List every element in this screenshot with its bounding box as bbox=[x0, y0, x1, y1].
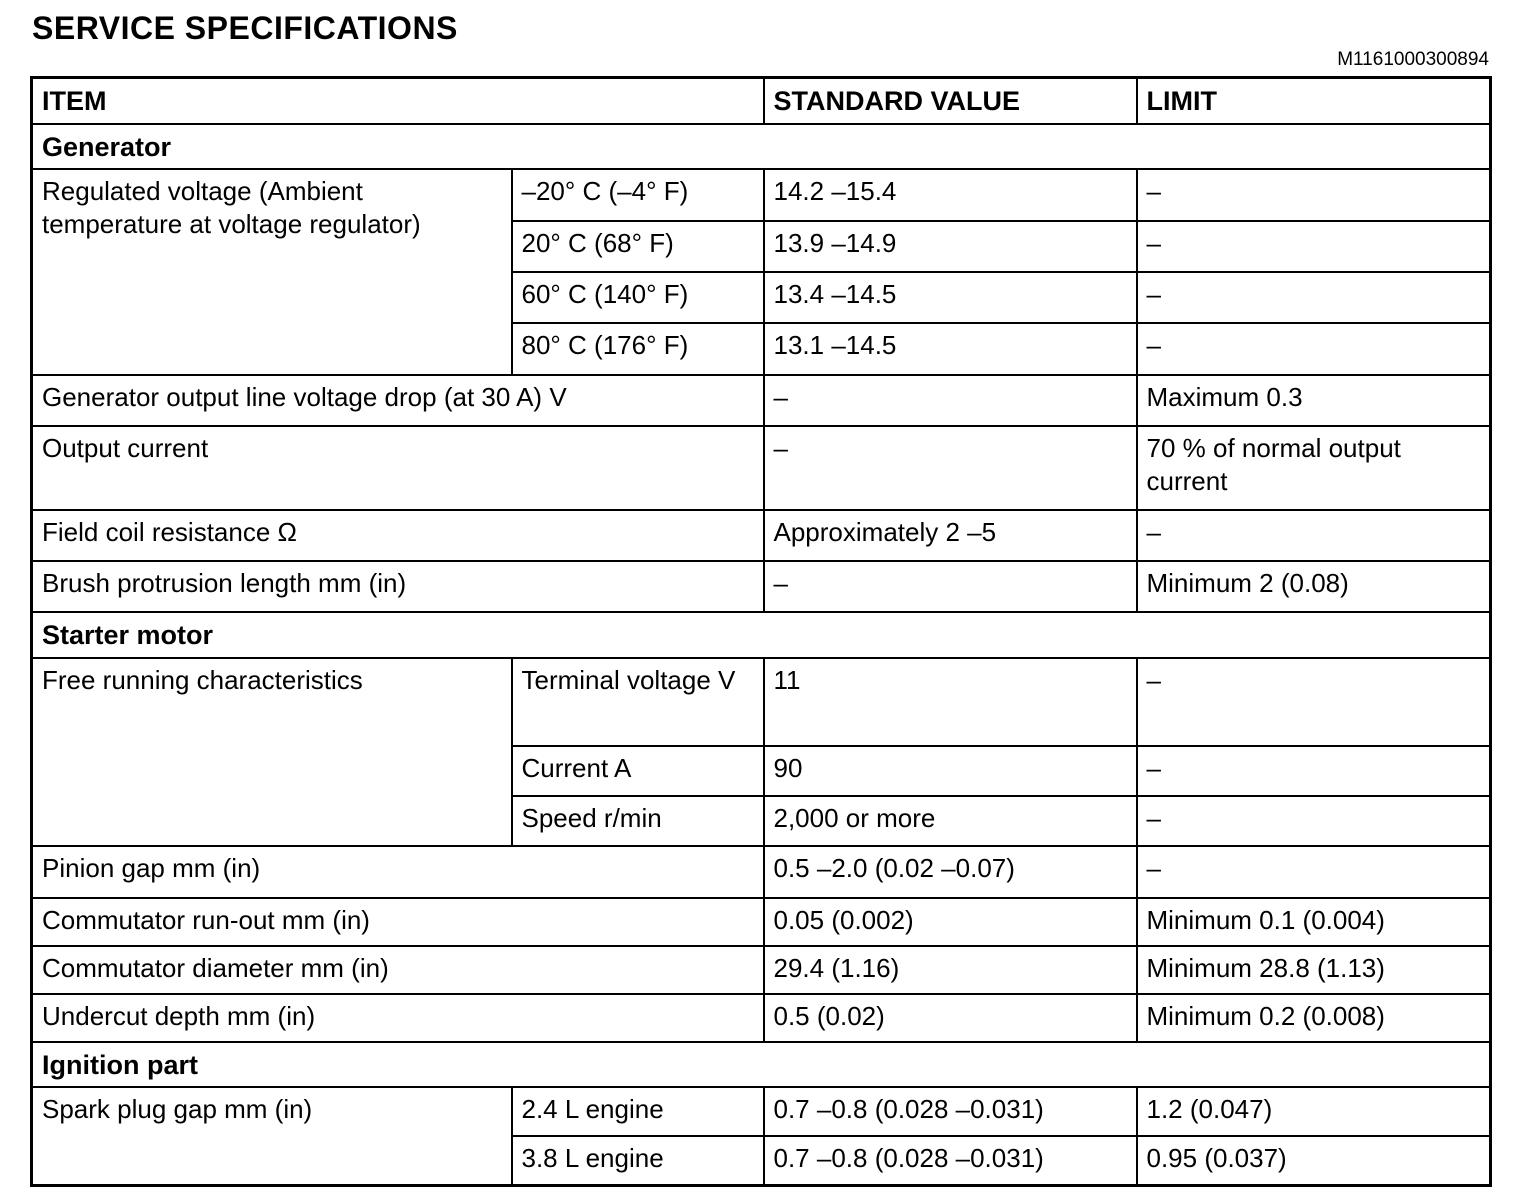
standard-value-cell: 13.1 –14.5 bbox=[764, 323, 1137, 375]
doc-code: M1161000300894 bbox=[1337, 49, 1489, 70]
header-item: ITEM bbox=[32, 78, 764, 124]
limit-cell: – bbox=[1137, 746, 1491, 796]
table-row bbox=[32, 994, 1491, 1042]
condition-cell: Speed r/min bbox=[512, 796, 764, 846]
table-row bbox=[32, 898, 1491, 946]
condition-cell: 2.4 L engine bbox=[512, 1087, 764, 1136]
item-cell: Spark plug gap mm (in) bbox=[32, 1087, 512, 1185]
header-standard-value: STANDARD VALUE bbox=[764, 78, 1137, 124]
item-cell: Regulated voltage (Ambient temperature at voltage regulator) bbox=[32, 169, 512, 375]
table-row bbox=[32, 375, 1491, 426]
limit-cell: Minimum 2 (0.08) bbox=[1137, 561, 1491, 612]
limit-cell: – bbox=[1137, 323, 1491, 375]
standard-value-cell: Approximately 2 –5 bbox=[764, 510, 1137, 561]
table-row bbox=[32, 1087, 1491, 1136]
standard-value-cell: 13.4 –14.5 bbox=[764, 272, 1137, 323]
limit-cell: – bbox=[1137, 221, 1491, 272]
item-cell: Free running characteristics bbox=[32, 658, 512, 846]
limit-cell: – bbox=[1137, 846, 1491, 898]
standard-value-cell: 14.2 –15.4 bbox=[764, 169, 1137, 221]
standard-value-cell: 0.7 –0.8 (0.028 –0.031) bbox=[764, 1136, 1137, 1185]
limit-cell: 70 % of normal output current bbox=[1137, 426, 1491, 510]
standard-value-cell: 29.4 (1.16) bbox=[764, 946, 1137, 994]
table-row bbox=[32, 426, 1491, 510]
standard-value-cell: 0.5 –2.0 (0.02 –0.07) bbox=[764, 846, 1137, 898]
limit-cell: 0.95 (0.037) bbox=[1137, 1136, 1491, 1185]
header-limit: LIMIT bbox=[1137, 78, 1491, 124]
standard-value-cell: – bbox=[764, 375, 1137, 426]
item-cell: Commutator diameter mm (in) bbox=[32, 946, 764, 994]
table-row bbox=[32, 946, 1491, 994]
item-cell: Commutator run-out mm (in) bbox=[32, 898, 764, 946]
condition-cell: Terminal voltage V bbox=[512, 658, 764, 746]
standard-value-cell: 0.5 (0.02) bbox=[764, 994, 1137, 1042]
limit-cell: – bbox=[1137, 510, 1491, 561]
limit-cell: – bbox=[1137, 658, 1491, 746]
table-row bbox=[32, 846, 1491, 898]
condition-cell: 3.8 L engine bbox=[512, 1136, 764, 1185]
condition-cell: 80° C (176° F) bbox=[512, 323, 764, 375]
standard-value-cell: 0.05 (0.002) bbox=[764, 898, 1137, 946]
section-ignition-part bbox=[32, 1042, 1491, 1088]
item-cell: Undercut depth mm (in) bbox=[32, 994, 764, 1042]
condition-cell: 60° C (140° F) bbox=[512, 272, 764, 323]
table-row bbox=[32, 169, 1491, 221]
section-label: Ignition part bbox=[32, 1042, 1491, 1088]
limit-cell: Minimum 28.8 (1.13) bbox=[1137, 946, 1491, 994]
standard-value-cell: – bbox=[764, 426, 1137, 510]
standard-value-cell: 11 bbox=[764, 658, 1137, 746]
standard-value-cell: 90 bbox=[764, 746, 1137, 796]
section-label: Generator bbox=[32, 124, 1491, 170]
limit-cell: Minimum 0.1 (0.004) bbox=[1137, 898, 1491, 946]
section-label: Starter motor bbox=[32, 612, 1491, 658]
section-generator bbox=[32, 124, 1491, 170]
condition-cell: 20° C (68° F) bbox=[512, 221, 764, 272]
table-row bbox=[32, 561, 1491, 612]
item-cell: Output current bbox=[32, 426, 764, 510]
limit-cell: – bbox=[1137, 169, 1491, 221]
item-cell: Pinion gap mm (in) bbox=[32, 846, 764, 898]
limit-cell: – bbox=[1137, 272, 1491, 323]
item-cell: Brush protrusion length mm (in) bbox=[32, 561, 764, 612]
limit-cell: – bbox=[1137, 796, 1491, 846]
limit-cell: 1.2 (0.047) bbox=[1137, 1087, 1491, 1136]
condition-cell: Current A bbox=[512, 746, 764, 796]
table-row bbox=[32, 510, 1491, 561]
table-header-row bbox=[32, 78, 1491, 124]
standard-value-cell: 2,000 or more bbox=[764, 796, 1137, 846]
item-cell: Generator output line voltage drop (at 30 A) V bbox=[32, 375, 764, 426]
section-starter-motor bbox=[32, 612, 1491, 658]
standard-value-cell: – bbox=[764, 561, 1137, 612]
limit-cell: Minimum 0.2 (0.008) bbox=[1137, 994, 1491, 1042]
standard-value-cell: 0.7 –0.8 (0.028 –0.031) bbox=[764, 1087, 1137, 1136]
condition-cell: –20° C (–4° F) bbox=[512, 169, 764, 221]
page-title: SERVICE SPECIFICATIONS bbox=[32, 10, 458, 46]
item-cell: Field coil resistance Ω bbox=[32, 510, 764, 561]
service-specifications-table bbox=[30, 76, 1492, 1187]
limit-cell: Maximum 0.3 bbox=[1137, 375, 1491, 426]
standard-value-cell: 13.9 –14.9 bbox=[764, 221, 1137, 272]
table-row bbox=[32, 658, 1491, 746]
